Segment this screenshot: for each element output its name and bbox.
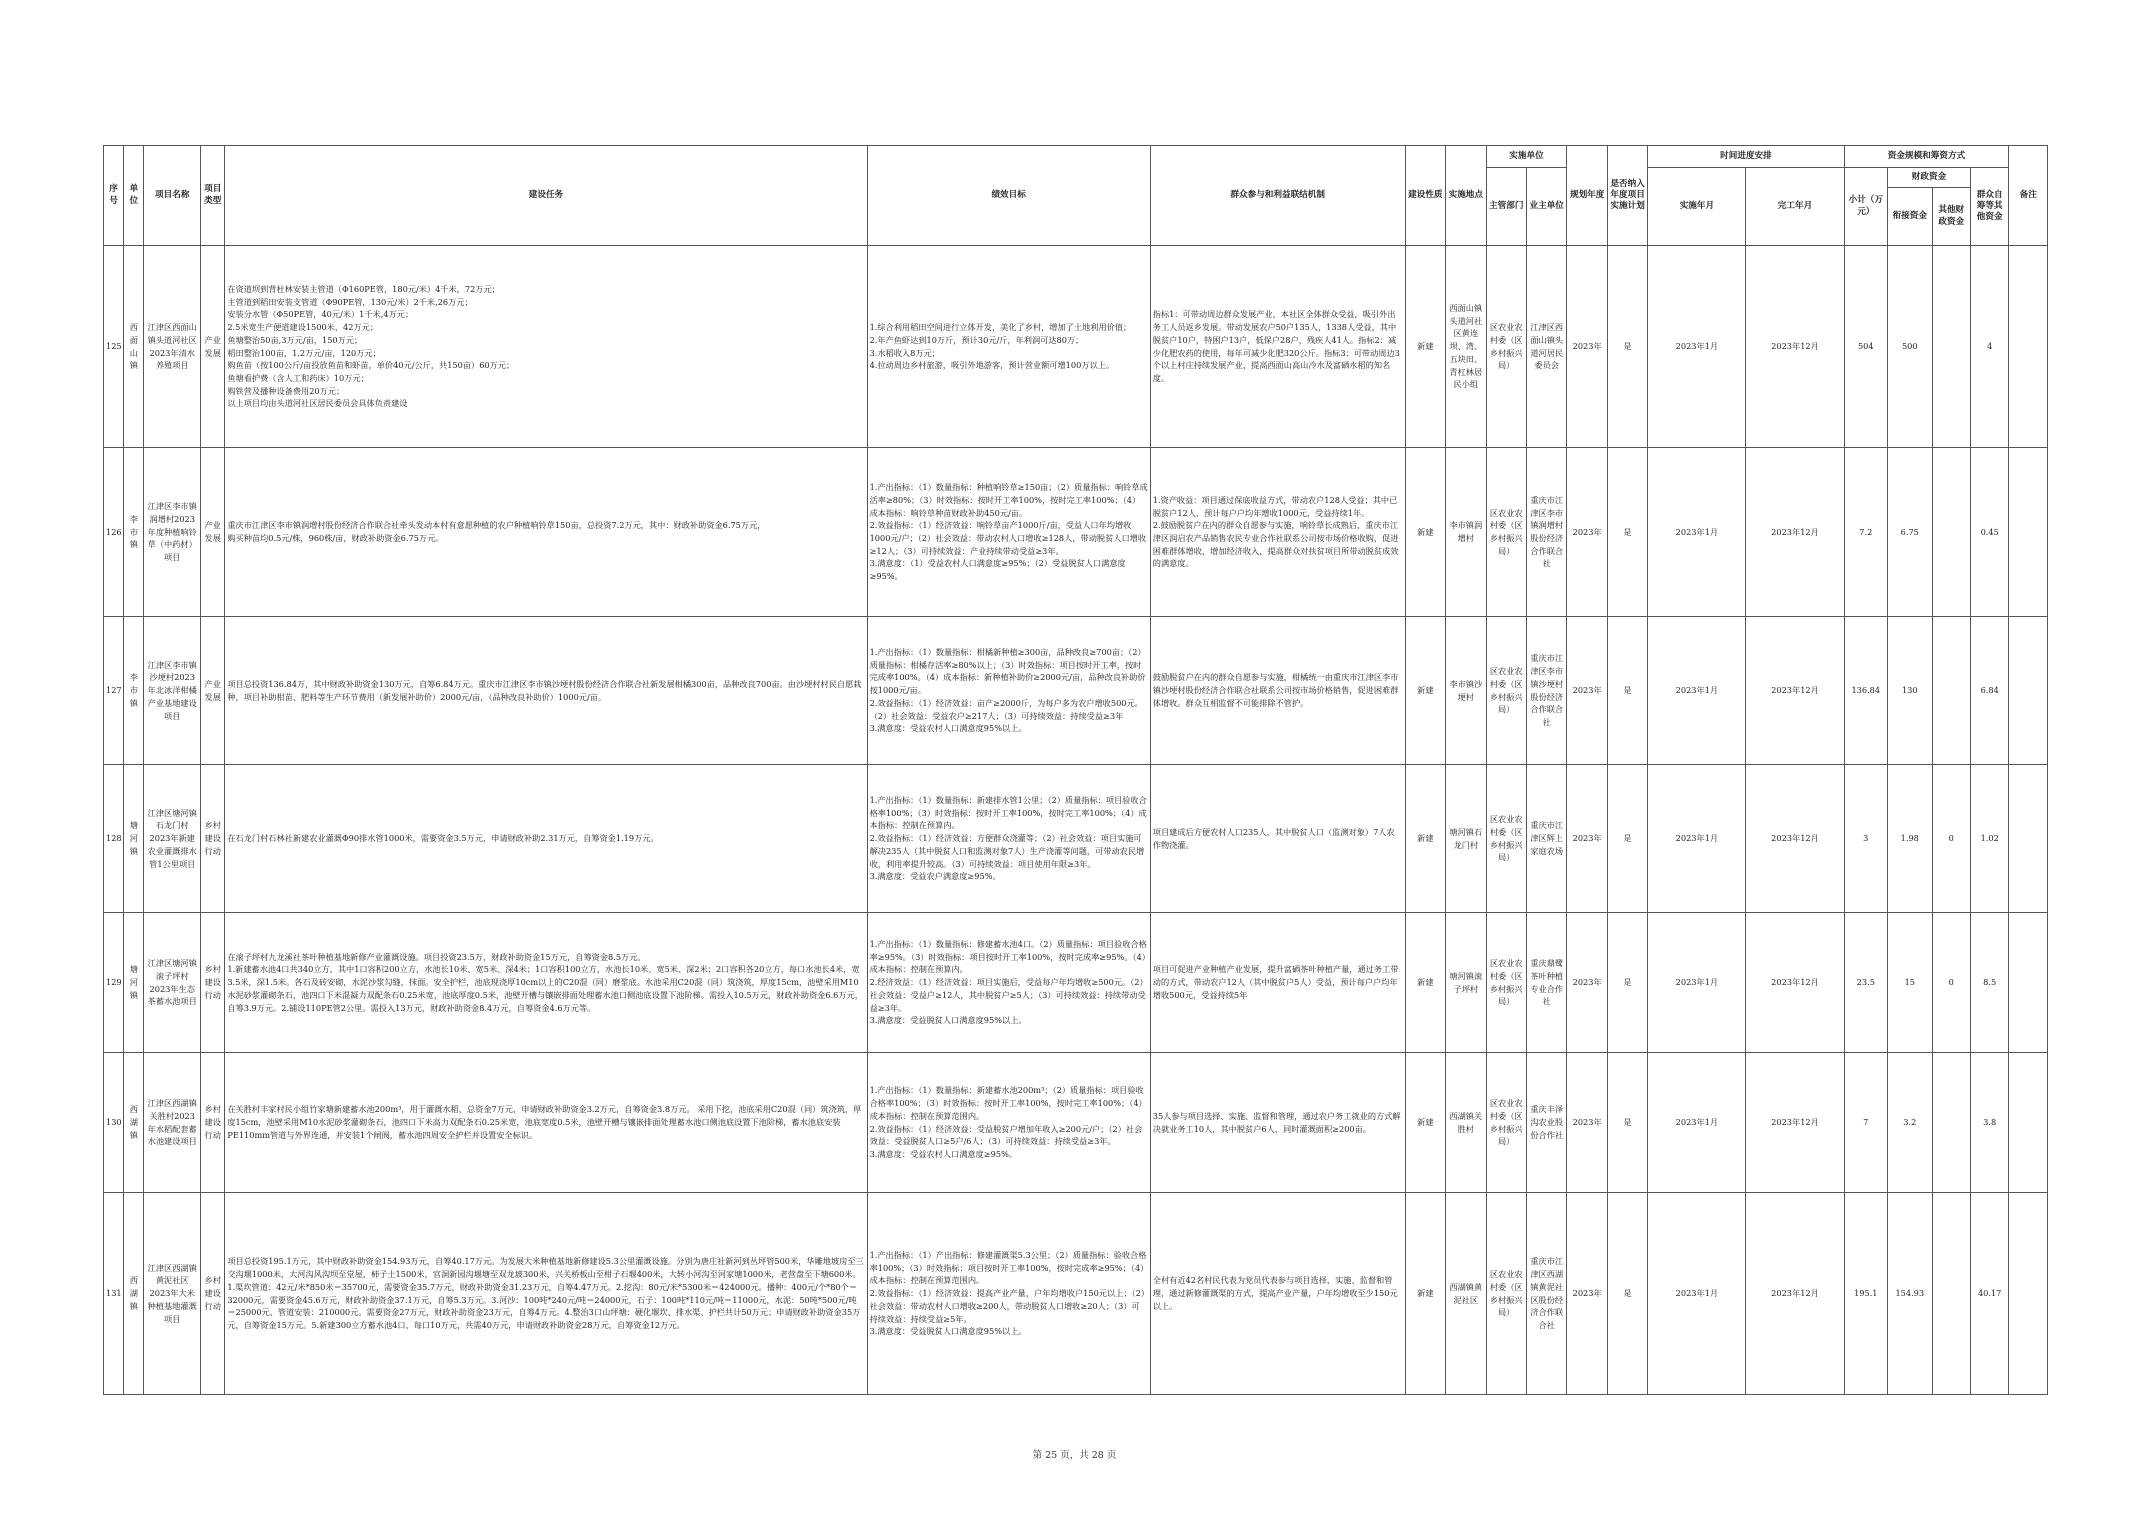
cell-note bbox=[2009, 913, 2048, 1053]
header-nature: 建设性质 bbox=[1405, 146, 1445, 246]
cell-loc: 西湖镇关胜村 bbox=[1446, 1053, 1486, 1193]
cell-type: 产业发展 bbox=[201, 246, 225, 448]
header-direct: 衔接资金 bbox=[1888, 188, 1933, 246]
cell-seq: 131 bbox=[104, 1193, 124, 1395]
cell-included: 是 bbox=[1607, 246, 1647, 448]
cell-note bbox=[2009, 448, 2048, 617]
header-task: 建设任务 bbox=[225, 146, 867, 246]
table-row bbox=[104, 913, 2048, 1053]
cell-owner: 重庆市江津区李市镇沙埂村股份经济合作联合社 bbox=[1526, 617, 1566, 765]
cell-perf: 1.产出指标：（1）数量指标：新建蓄水池200m³；（2）质量指标：项目验收合格率100%；（3）时效指标：按时开工率100%，按时完工率100%；（4）成本指标：控制在预算范围内。 2.效益指标：（1）经济效益：受益脱贫户增加年收入≥200元/户；（2）社会效益：受益脱贫人口≥5户/6人；（3）可持续效益：持续受益≥3年。 3.满意度：受益农村人口满意度≥95%。 bbox=[867, 1053, 1150, 1193]
cell-task: 在资道坝到背杜林安装主管道（Φ160PE管，180元/米）4千米，72万元； 主管道到稻田安装支管道（Φ90PE管，130元/米）2千米,26万元； 安装分水管（Φ50PE管，40元/米）1千米,4万元； 2.5米宽生产便道建设1500米，42万元； 鱼塘整治50亩,3万元/亩，150万元； 稻田整治100亩，1.2万元/亩，120万元； 购鱼苗（按100公斤/亩投放鱼苗和虾苗，单价40元/公斤，共150亩）60万元； 鱼塘看护费（含人工和药床）10万元； 购铁营及播种设备费用20万元； 以上项目均由头道河社区居民委员会具体负责建设 bbox=[225, 246, 867, 448]
cell-self: 40.17 bbox=[1970, 1193, 2008, 1395]
cell-year: 2023年 bbox=[1567, 765, 1607, 913]
cell-nature: 新建 bbox=[1405, 765, 1445, 913]
cell-subtotal: 7.2 bbox=[1844, 448, 1887, 617]
cell-mech: 1.资产收益：项目通过保底收益方式，带动农户128人受益；其中已脱贫户12人，预计每户户均年增收1000元，受益持续1年。 2.鼓励脱贫户在内的群众自愿参与实施，响铃草长成熟后，重庆市江津区润启农产品销售农民专业合作社联系公司按市场价格收购，促进困难群体增收，增加经济收入，提高群众对扶贫项目所带动脱贫成效的满意度。 bbox=[1150, 448, 1405, 617]
cell-end: 2023年12月 bbox=[1746, 913, 1844, 1053]
cell-owner: 重庆市江津区辉上家庭农场 bbox=[1526, 765, 1566, 913]
cell-dept: 区农业农村委（区乡村振兴局） bbox=[1486, 765, 1526, 913]
cell-direct: 3.2 bbox=[1888, 1053, 1933, 1193]
cell-dept: 区农业农村委（区乡村振兴局） bbox=[1486, 246, 1526, 448]
cell-start: 2023年1月 bbox=[1648, 246, 1746, 448]
cell-name: 江津区西湖镇关胜村2023年水稻配套蓄水池建设项目 bbox=[144, 1053, 201, 1193]
cell-note bbox=[2009, 246, 2048, 448]
header-time: 时间进度安排 bbox=[1648, 146, 1844, 168]
cell-note bbox=[2009, 1193, 2048, 1395]
cell-nature: 新建 bbox=[1405, 1053, 1445, 1193]
cell-seq: 129 bbox=[104, 913, 124, 1053]
cell-self: 4 bbox=[1970, 246, 2008, 448]
cell-subtotal: 504 bbox=[1844, 246, 1887, 448]
cell-unit: 塘河镇 bbox=[124, 913, 144, 1053]
cell-subtotal: 136.84 bbox=[1844, 617, 1887, 765]
cell-nature: 新建 bbox=[1405, 1193, 1445, 1395]
cell-name: 江津区李市镇润增村2023年度种植响铃草（中药材）项目 bbox=[144, 448, 201, 617]
cell-end: 2023年12月 bbox=[1746, 448, 1844, 617]
cell-mech: 项目建成后方便农村人口235人，其中脱贫人口（监测对象）7人农作物浇灌。 bbox=[1150, 765, 1405, 913]
cell-year: 2023年 bbox=[1567, 1193, 1607, 1395]
cell-type: 乡村建设行动 bbox=[201, 1053, 225, 1193]
cell-unit: 塘河镇 bbox=[124, 765, 144, 913]
header-type: 项目类型 bbox=[201, 146, 225, 246]
cell-unit: 李市镇 bbox=[124, 448, 144, 617]
cell-unit: 李市镇 bbox=[124, 617, 144, 765]
cell-mech: 项目可促进产业种植产业发展，提升富硒茶叶种植产量，通过务工带动的方式，带动农户12人（其中脱贫户5人）受益，预计每户户均年增收500元，受益持续5年 bbox=[1150, 913, 1405, 1053]
cell-loc: 西湖镇黄泥社区 bbox=[1446, 1193, 1486, 1395]
cell-type: 乡村建设行动 bbox=[201, 913, 225, 1053]
cell-included: 是 bbox=[1607, 448, 1647, 617]
cell-included: 是 bbox=[1607, 617, 1647, 765]
cell-subtotal: 23.5 bbox=[1844, 913, 1887, 1053]
cell-type: 乡村建设行动 bbox=[201, 765, 225, 913]
cell-direct: 6.75 bbox=[1888, 448, 1933, 617]
cell-self: 6.84 bbox=[1970, 617, 2008, 765]
cell-self: 1.02 bbox=[1970, 765, 2008, 913]
table-row bbox=[104, 765, 2048, 913]
table-row bbox=[104, 246, 2048, 448]
cell-dept: 区农业农村委（区乡村振兴局） bbox=[1486, 617, 1526, 765]
cell-task: 项目总投资136.84万，其中财政补助资金130万元，自筹6.84万元。重庆市江津区李市镇沙埂村股份经济合作联合社新发展柑橘300亩，品种改良700亩。由沙埂村村民自愿栽种，项目补助柑苗、肥料等生产环节费用（新发展补助价）2000元/亩，（品种改良补助价）1000元/亩。 bbox=[225, 617, 867, 765]
table-header bbox=[104, 146, 2048, 246]
cell-seq: 130 bbox=[104, 1053, 124, 1193]
cell-nature: 新建 bbox=[1405, 246, 1445, 448]
page-footer: 第 25 页，共 28 页 bbox=[1032, 1450, 1117, 1461]
header-mech: 群众参与和利益联结机制 bbox=[1150, 146, 1405, 246]
cell-perf: 1.产出指标：（1）数量指标：种植响铃草≥150亩；（2）质量指标：响铃草成活率≥80%；（3）时效指标：按时开工率100%，按时完工率100%；（4）成本指标：响铃草种苗财政补助450元/亩。 2.效益指标：（1）经济效益：响铃草亩产1000斤/亩，受益人口年均增收1000元/户；（2）社会效益：带动农村人口增收≥128人，带动脱贫人口增收≥12人；（3）可持续效益：产业持续带动受益≥3年。 3.满意度：（1）受益农村人口满意度≥95%；（2）受益脱贫人口满意度≥95%。 bbox=[867, 448, 1150, 617]
header-dept: 主管部门 bbox=[1486, 168, 1526, 246]
cell-mech: 全村有近42名村民代表为党员代表参与项目选择，实施、监督和管理，通过新修灌溉渠的方式，提高产业产量，户年均增收至少150元以上。 bbox=[1150, 1193, 1405, 1395]
cell-nature: 新建 bbox=[1405, 913, 1445, 1053]
cell-dept: 区农业农村委（区乡村振兴局） bbox=[1486, 1193, 1526, 1395]
cell-year: 2023年 bbox=[1567, 448, 1607, 617]
cell-perf: 1.产出指标：（1）数量指标：新建排水管1公里；（2）质量指标：项目验收合格率100%；（3）时效指标：按时开工率100%，按时完工率100%；（4）成本指标：控制在预算内。 2.效益指标：（1）经济效益：方便群众浇灌等；（2）社会效益：项目实施可解决235人（其中脱贫人口和监测对象7人）生产浇灌等问题，可带动农民增收，利用率提升较高。（3）可持续效益：项目使用年限≥3年。 3.满意度：受益农户满意度≥95%。 bbox=[867, 765, 1150, 913]
cell-perf: 1.产出指标：（1）数量指标：修建蓄水池4口。（2）质量指标：项目验收合格率≥95%。（3）时效指标：项目按时开工率100%，按时完成率≥95%。（4）成本指标：控制在预算内。 2.经济效益：（1）经济效益：项目实施后，受益每户年均增收≥500元。（2）社会效益：受益户≥12人，其中脱贫户≥5人；（3）可持续效益：持续带动受益≥3年。 3.满意度：受益脱贫人口满意度95%以上。 bbox=[867, 913, 1150, 1053]
header-end: 完工年月 bbox=[1746, 168, 1844, 246]
cell-type: 产业发展 bbox=[201, 448, 225, 617]
cell-direct: 500 bbox=[1888, 246, 1933, 448]
cell-year: 2023年 bbox=[1567, 913, 1607, 1053]
cell-start: 2023年1月 bbox=[1648, 765, 1746, 913]
cell-type: 乡村建设行动 bbox=[201, 1193, 225, 1395]
cell-included: 是 bbox=[1607, 913, 1647, 1053]
cell-subtotal: 195.1 bbox=[1844, 1193, 1887, 1395]
header-unit: 单位 bbox=[124, 146, 144, 246]
cell-year: 2023年 bbox=[1567, 617, 1607, 765]
cell-unit: 西面山镇 bbox=[124, 246, 144, 448]
table-row bbox=[104, 1053, 2048, 1193]
cell-dept: 区农业农村委（区乡村振兴局） bbox=[1486, 913, 1526, 1053]
cell-start: 2023年1月 bbox=[1648, 913, 1746, 1053]
cell-owner: 重庆丰泽沟农业股份合作社 bbox=[1526, 1053, 1566, 1193]
header-seq: 序号 bbox=[104, 146, 124, 246]
cell-year: 2023年 bbox=[1567, 1053, 1607, 1193]
cell-dept: 区农业农村委（区乡村振兴局） bbox=[1486, 1053, 1526, 1193]
header-note: 备注 bbox=[2009, 146, 2048, 246]
cell-perf: 1.产出指标：（1）数量指标：柑橘新种植≥300亩，品种改良≥700亩；（2）质量指标：柑橘存活率≥80%以上；（3）时效指标：项目按时开工率，按时完成率100%。（4）成本指标：新种植补助价≥2000元/亩，品种改良补助价按1000元/亩。 2.效益指标：（1）经济效益：亩产≥2000斤，为每户多为农户增收500元。（2）社会效益：受益农户≥217人；（3）可持续效益：持续受益≥3年 3.满意度：受益农村人口满意度95%以上。 bbox=[867, 617, 1150, 765]
cell-otherfiscal: 0 bbox=[1932, 913, 1970, 1053]
cell-mech: 指标1：可带动周边群众发展产业，本社区全体群众受益，吸引外出务工人员返乡发展。带动发展农户50户135人，1338人受益，其中脱贫户10户，特困户13户，低保户28户，残疾人41人。指标2：减少化肥农药的使用，每年可减少化肥320公斤。指标3：可带动周边3个以上村庄持续发展产业，提高西面山高山冷水及富硒水稻的知名度。 bbox=[1150, 246, 1405, 448]
cell-otherfiscal: 0 bbox=[1932, 765, 1970, 913]
cell-unit: 西湖镇 bbox=[124, 1053, 144, 1193]
cell-start: 2023年1月 bbox=[1648, 1053, 1746, 1193]
header-otherfiscal: 其他财政资金 bbox=[1932, 188, 1970, 246]
table-body bbox=[104, 246, 2048, 1395]
cell-seq: 126 bbox=[104, 448, 124, 617]
header-impl: 实施单位 bbox=[1486, 146, 1567, 168]
header-included: 是否纳入年度项目实施计划 bbox=[1607, 146, 1647, 246]
cell-perf: 1.综合利用稻田空间进行立体开发，美化了乡村，增加了土地利用价值； 2.年产鱼虾达到10万斤，预计30元/斤，年利润可达80万； 3.水稻收入8万元； 4.拉动周边乡村旅游，吸引外地游客，预计营业额可增100万以上。 bbox=[867, 246, 1150, 448]
cell-direct: 154.93 bbox=[1888, 1193, 1933, 1395]
cell-mech: 鼓励脱贫户在内的群众自愿参与实施，柑橘统一由重庆市江津区李市镇沙埂村股份经济合作联合社联系公司按市场价格销售，促进困难群体增收。群众互相监督不可能排除不管护。 bbox=[1150, 617, 1405, 765]
cell-owner: 重庆鼎鹭茶叶种植专业合作社 bbox=[1526, 913, 1566, 1053]
cell-note bbox=[2009, 765, 2048, 913]
cell-seq: 125 bbox=[104, 246, 124, 448]
cell-direct: 15 bbox=[1888, 913, 1933, 1053]
table-row bbox=[104, 617, 2048, 765]
cell-self: 3.8 bbox=[1970, 1053, 2008, 1193]
cell-direct: 130 bbox=[1888, 617, 1933, 765]
cell-end: 2023年12月 bbox=[1746, 765, 1844, 913]
cell-self: 0.45 bbox=[1970, 448, 2008, 617]
cell-task: 在石龙门村石林社新建农业灌溉Φ90排水管1000米，需要资金3.5万元，申请财政补助2.31万元，自筹资金1.19万元。 bbox=[225, 765, 867, 913]
cell-direct: 1.98 bbox=[1888, 765, 1933, 913]
cell-subtotal: 7 bbox=[1844, 1053, 1887, 1193]
cell-loc: 李市镇润增村 bbox=[1446, 448, 1486, 617]
cell-loc: 塘河镇滚子坪村 bbox=[1446, 913, 1486, 1053]
header-self: 群众自筹等其他资金 bbox=[1970, 168, 2008, 246]
cell-end: 2023年12月 bbox=[1746, 246, 1844, 448]
cell-owner: 重庆市江津区西湖镇黄泥社区股份经济合作联合社 bbox=[1526, 1193, 1566, 1395]
header-subtotal: 小计（万元） bbox=[1844, 168, 1887, 246]
cell-task: 项目总投资195.1万元，其中财政补助资金154.93万元，自筹40.17万元。为发展大米种植基地新修建设5.3公里灌溉设施。分别为唐庄社新河到丛坪管500米，华雕地坡房至三交沟堰1000米，大河沟风沟坝至堂屋，柿子土1500米，官洞新园沟堰塘至双龙坡300米，兴关桥板山至柑子石堰400米，大转小河沟至河家塘1000米，老营盘至下塘600米。1.渠坎管道：42元/米*850米＝35700元，需要资金35.7万元，财政补助资金31.23万元，自筹4.47万元。2.挖沟：80元/米*5300米＝424000元。播种：400元/个*80个＝32000元，需要资金45.6万元，财政补助资金37.1万元，自筹5.3万元。3.河沙：100吨*240元/吨＝24000元，石子：100吨*110元/吨＝11000元，水泥：50吨*500元/吨＝25000元，管道安装：210000元。需要资金27万元，财政补助资金23万元，自筹4万元。4.整治3口山坪塘：硬化堰坎、排水渠、护栏共计50万元；申请财政补助资金35万元，自筹资金15万元。5.新建300立方蓄水池4口，每口10万元，共需40万元，申请财政补助资金28万元，自筹资金12万元。 bbox=[225, 1193, 867, 1395]
cell-start: 2023年1月 bbox=[1648, 617, 1746, 765]
cell-dept: 区农业农村委（区乡村振兴局） bbox=[1486, 448, 1526, 617]
cell-included: 是 bbox=[1607, 765, 1647, 913]
cell-end: 2023年12月 bbox=[1746, 1193, 1844, 1395]
cell-nature: 新建 bbox=[1405, 448, 1445, 617]
cell-otherfiscal bbox=[1932, 1053, 1970, 1193]
cell-owner: 江津区西面山镇头道河居民委员会 bbox=[1526, 246, 1566, 448]
cell-otherfiscal bbox=[1932, 246, 1970, 448]
cell-self: 8.5 bbox=[1970, 913, 2008, 1053]
cell-task: 在关胜村丰家村民小组竹家塘新建蓄水池200m³，用于灌溉水稻，总资金7万元，申请财政补助资金3.2万元，自筹资金3.8万元。 采用下挖，池底采用C20混（同）筑浇筑，厚度15cm，池壁采用M10水泥砂浆灌砌条石，池四口下米高力双配条石0.25米宽，池底宽度0.5米，池壁开槽与镶嵌排面处理蓄水池口侧池底设置下池阶梯，蓄水池底安装PE110mm管道与外界连通，并安装1个闸阀，蓄水池四周安全护栏并设置安全标识。 bbox=[225, 1053, 867, 1193]
project-table bbox=[103, 145, 2048, 1395]
cell-included: 是 bbox=[1607, 1193, 1647, 1395]
cell-owner: 重庆市江津区李市镇润增村股份经济合作联合社 bbox=[1526, 448, 1566, 617]
cell-mech: 35人参与项目选择、实施、监督和管理，通过农户务工就业的方式解决就业务工10人，其中脱贫户6人，同时灌溉面积≥200亩。 bbox=[1150, 1053, 1405, 1193]
cell-note bbox=[2009, 617, 2048, 765]
cell-name: 江津区西湖镇黄泥社区2023年大米种植基地灌溉项目 bbox=[144, 1193, 201, 1395]
cell-name: 江津区塘河镇石龙门村2023年新建农业灌溉排水管1公里项目 bbox=[144, 765, 201, 913]
header-loc: 实施地点 bbox=[1446, 146, 1486, 246]
header-start: 实施年月 bbox=[1648, 168, 1746, 246]
cell-otherfiscal bbox=[1932, 617, 1970, 765]
cell-otherfiscal bbox=[1932, 1193, 1970, 1395]
cell-loc: 李市镇沙埂村 bbox=[1446, 617, 1486, 765]
header-name: 项目名称 bbox=[144, 146, 201, 246]
cell-otherfiscal bbox=[1932, 448, 1970, 617]
cell-task: 重庆市江津区李市镇润增村股份经济合作联合社牵头发动本村有意愿种植的农户种植响铃草150亩，总投资7.2万元，其中：财政补助资金6.75万元， 购买种苗均0.5元/株，960株/亩，财政补助资金6.75万元。 bbox=[225, 448, 867, 617]
cell-perf: 1.产出指标：（1）产出指标：修建灌溉渠5.3公里；（2）质量指标：验收合格率100%；（3）时效指标：项目按时开工率100%，按时完成率≥95%；（4）成本指标：控制在预算范围内。 2.效益指标：（1）经济效益：提高产业产量，户年均增收户150元以上；（2）社会效益：带动农村人口增收≥200人，带动脱贫人口增收≥20人；（3）可持续效益：持续受益≥5年。 3.满意度：受益脱贫人口满意度95%以上。 bbox=[867, 1193, 1150, 1395]
cell-loc: 西面山镇头道河社区黄连坝、湾、五块田、青杠林居民小组 bbox=[1446, 246, 1486, 448]
cell-subtotal: 3 bbox=[1844, 765, 1887, 913]
header-perf: 绩效目标 bbox=[867, 146, 1150, 246]
cell-start: 2023年1月 bbox=[1648, 448, 1746, 617]
cell-start: 2023年1月 bbox=[1648, 1193, 1746, 1395]
cell-nature: 新建 bbox=[1405, 617, 1445, 765]
cell-loc: 塘河镇石龙门村 bbox=[1446, 765, 1486, 913]
cell-note bbox=[2009, 1053, 2048, 1193]
header-year: 规划年度 bbox=[1567, 146, 1607, 246]
cell-included: 是 bbox=[1607, 1053, 1647, 1193]
cell-unit: 西湖镇 bbox=[124, 1193, 144, 1395]
table-row bbox=[104, 1193, 2048, 1395]
cell-task: 在滚子坪村九龙溪社茶叶种植基地新修产业灌溉设施。项目投资23.5万，财政补助资金15万元，自筹资金8.5万元。 1.新建蓄水池4口共340立方，其中1口容积200立方，水池长10米、宽5米、深4米；1口容积100立方，水池长10米、宽5米、深2米；2口容积各20立方，每口水池长4米，宽3.5米，深1.5米。各石及砖安砌，水泥沙浆勾缝，抹面。安全护栏，池底现浇厚10cm以上的C20混（同）磨浆底。水池采用C20混（同）筑浇筑，厚度15cm，池壁采用M10水泥砂浆灌砌条石，池四口下米混凝力双配条石0.25米宽，池底厚度0.5米，池壁开槽与镶嵌排面处理蓄水池口侧池底设置下池阶梯。需投入10.5万元，财政补助资金6.6万元，自筹3.9万元。2.铺设110PE管2公里。需投入13万元，财政补助资金8.4万元，自筹资金4.6万元等。 bbox=[225, 913, 867, 1053]
cell-name: 江津区塘河镇滚子坪村2023年生态茶蓄水池项目 bbox=[144, 913, 201, 1053]
cell-end: 2023年12月 bbox=[1746, 1053, 1844, 1193]
cell-end: 2023年12月 bbox=[1746, 617, 1844, 765]
cell-name: 江津区西面山镇头道河社区2023年清水养殖项目 bbox=[144, 246, 201, 448]
header-owner: 业主单位 bbox=[1526, 168, 1566, 246]
cell-type: 产业发展 bbox=[201, 617, 225, 765]
table-row bbox=[104, 448, 2048, 617]
cell-year: 2023年 bbox=[1567, 246, 1607, 448]
cell-seq: 127 bbox=[104, 617, 124, 765]
cell-name: 江津区李市镇沙埂村2023年北冰洋柑橘产业基地建设项目 bbox=[144, 617, 201, 765]
cell-seq: 128 bbox=[104, 765, 124, 913]
header-fiscal: 财政资金 bbox=[1888, 168, 1971, 188]
header-fund: 资金规模和筹资方式 bbox=[1844, 146, 2009, 168]
